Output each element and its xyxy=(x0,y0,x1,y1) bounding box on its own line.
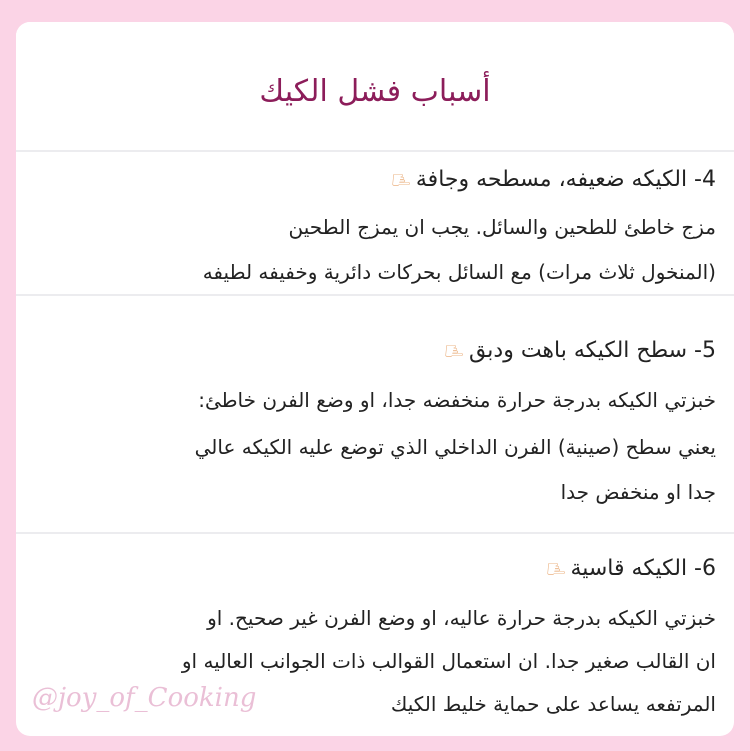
divider xyxy=(16,150,734,152)
section-line: خبزتي الكيكه بدرجة حرارة منخفضه جدا، او وضع الفرن خاطئ: xyxy=(198,388,716,412)
section-heading-text: 6- الكيكه قاسية xyxy=(570,556,716,581)
divider xyxy=(16,532,734,534)
section-line: جدا او منخفض جدا xyxy=(560,480,716,504)
section-line: خبزتي الكيكه بدرجة حرارة عاليه، او وضع الفرن غير صحيح. او xyxy=(207,606,716,630)
watermark: @joy_of_Cooking xyxy=(32,683,257,713)
divider xyxy=(16,294,734,296)
section-line: (المنخول ثلاث مرات) مع السائل بحركات دائرية وخفيفه لطيفه xyxy=(202,260,716,284)
section-heading xyxy=(439,338,716,363)
recipe-card xyxy=(16,22,734,736)
section-line: مزج خاطئ للطحين والسائل. يجب ان يمزج الطحين xyxy=(288,215,716,239)
section-line: المرتفعه يساعد على حماية خليط الكيك xyxy=(390,692,716,716)
pointing-hand-icon: ☝ xyxy=(386,172,415,187)
pointing-hand-icon: ☝ xyxy=(439,343,468,358)
pointing-hand-icon: ☝ xyxy=(541,561,570,576)
section-line: ان القالب صغير جدا. ان استعمال القوالب ذات الجوانب العاليه او xyxy=(181,649,716,673)
section-heading-text: 4- الكيكه ضعيفه، مسطحه وجافة xyxy=(415,167,716,192)
page-title: أسباب فشل الكيك xyxy=(259,74,491,109)
section-heading xyxy=(541,556,716,581)
section-heading xyxy=(386,167,716,192)
section-heading-text: 5- سطح الكيكه باهت ودبق xyxy=(468,338,716,363)
section-line: يعني سطح (صينية) الفرن الداخلي الذي توضع عليه الكيكه عالي xyxy=(194,435,716,459)
